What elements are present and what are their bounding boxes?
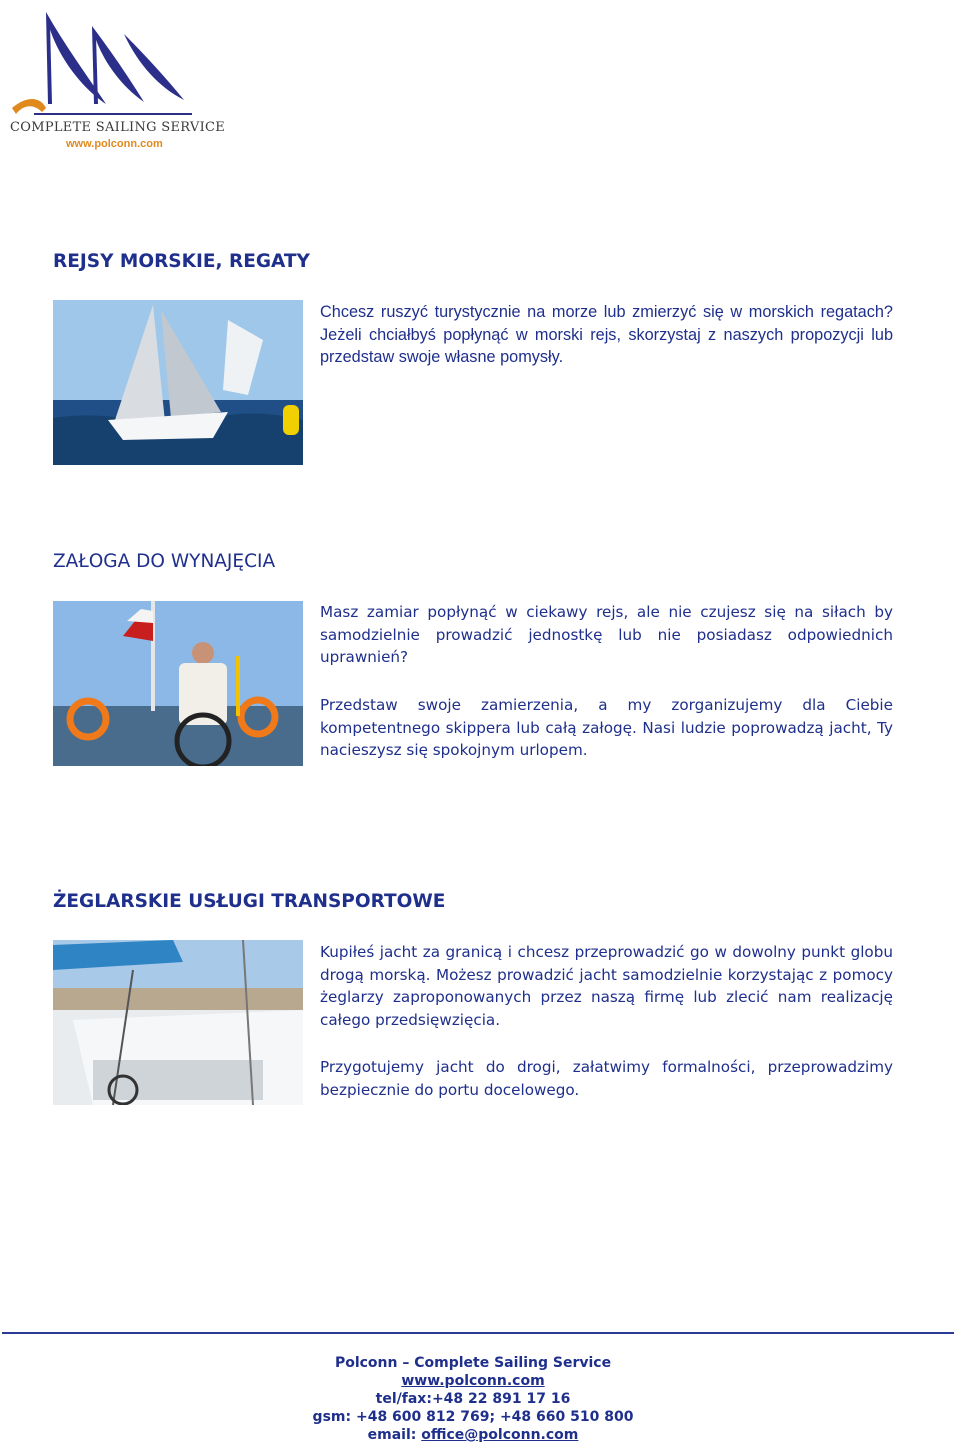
section-heading-zaloga: ZAŁOGA DO WYNAJĘCIA [53, 551, 276, 572]
section-text-transport-1: Kupiłeś jacht za granicą i chcesz przeprowadzić go w dowolny punkt globu drogą morską. Możesz prowadzić jacht samodzielnie korzystając z pomocy żeglarzy zaproponowanych przez naszą firmę lub zlecić nam realizację całego przedsięwzięcia. [320, 943, 893, 1029]
section-text-transport-2: Przygotujemy jacht do drogi, załatwimy formalności, przeprowadzimy bezpiecznie do portu docelowego. [320, 1058, 893, 1099]
footer-email-label: email: [367, 1427, 417, 1443]
section-text-zaloga-1: Masz zamiar popłynąć w ciekawy rejs, ale nie czujesz się na siłach by samodzielnie prowadzić jednostkę lub nie posiadasz odpowiednich uprawnień? [320, 603, 893, 666]
footer-mobile [0, 1408, 946, 1426]
footer-phone-label: tel/fax: [375, 1391, 432, 1407]
footer-phone-value: +48 22 891 17 16 [431, 1391, 571, 1407]
section-text-rejsy-1: Chcesz ruszyć turystycznie na morze lub zmierzyć się w morskich regatach? Jeżeli chciałbyś popłynąć w morski rejs, skorzystaj z naszych propozycji lub przedstaw swoje własne pomysły. [320, 303, 893, 366]
sails-logo-icon [6, 4, 196, 124]
section-heading-transport: ŻEGLARSKIE USŁUGI TRANSPORTOWE [53, 891, 446, 912]
footer-divider [2, 1332, 954, 1334]
section-text-zaloga-2: Przedstaw swoje zamierzenia, a my zorganizujemy dla Ciebie kompetentnego skippera lub całą załogę. Nasi ludzie poprowadzą jacht, Ty nacieszysz się spokojnym urlopem. [320, 696, 893, 759]
logo-company-name: COMPLETE SAILING SERVICE [10, 120, 226, 135]
footer-email [0, 1426, 946, 1444]
footer-website-link[interactable]: www.polconn.com [401, 1373, 545, 1389]
footer-contact [0, 1354, 946, 1444]
footer-phone [0, 1390, 946, 1408]
racing-sailboat-photo [53, 300, 303, 465]
footer-mobile-label: gsm: [312, 1409, 352, 1425]
company-logo [6, 4, 226, 152]
footer-company: Polconn – Complete Sailing Service [334, 1355, 612, 1371]
logo-url: www.polconn.com [66, 138, 163, 150]
skipper-at-helm-photo [53, 601, 303, 766]
footer-email-link[interactable]: office@polconn.com [421, 1427, 579, 1443]
yacht-deck-in-port-photo [53, 940, 303, 1105]
section-heading-rejsy: REJSY MORSKIE, REGATY [53, 251, 310, 272]
footer-mobile-value: +48 600 812 769; +48 660 510 800 [355, 1409, 634, 1425]
